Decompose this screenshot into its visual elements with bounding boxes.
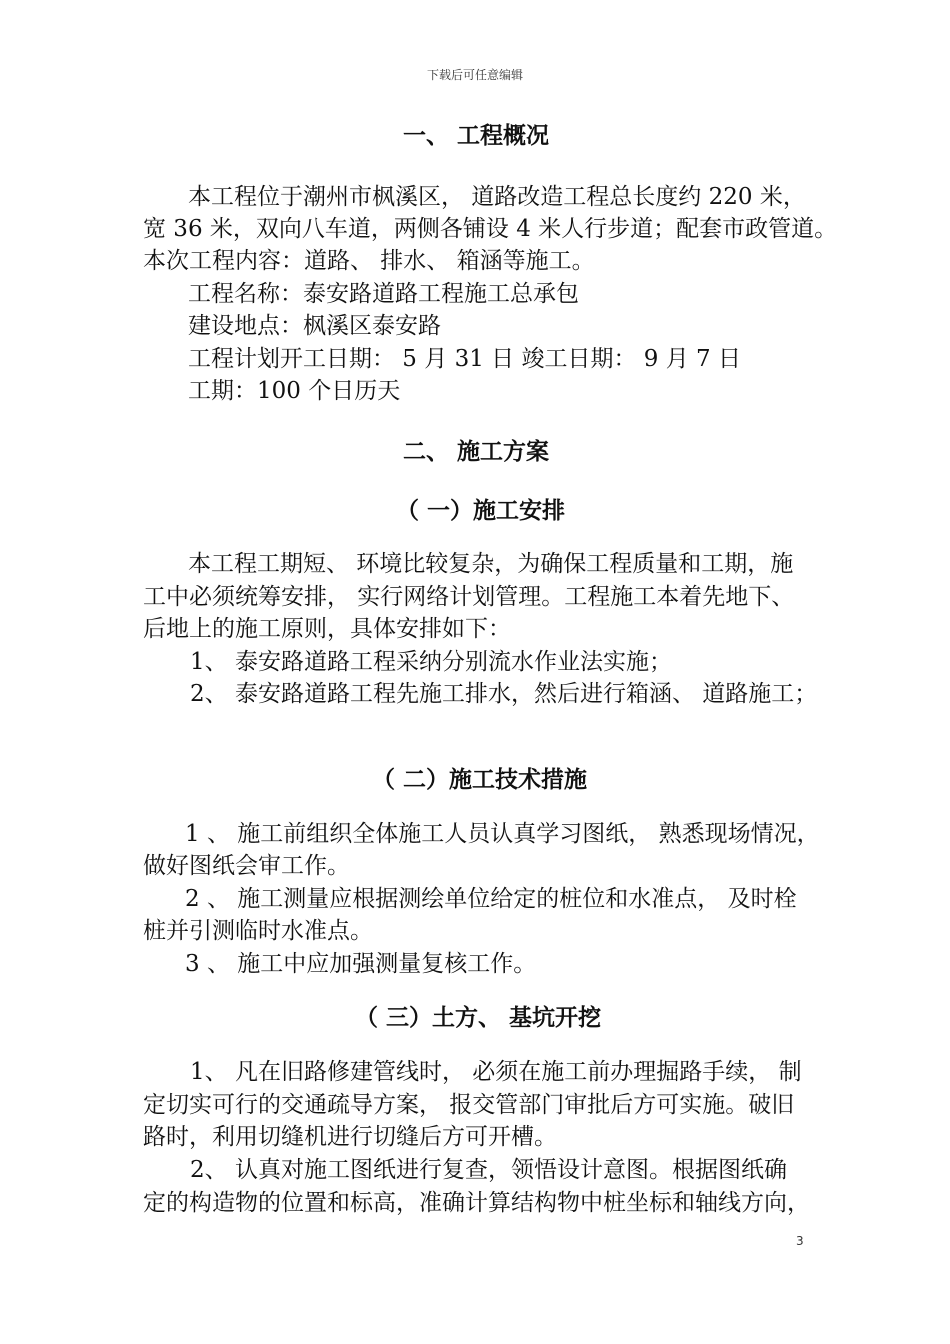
paragraph-line: 定切实可行的交通疏导方案， 报交管部门审批后方可实施。破旧: [143, 1092, 795, 1118]
project-location: 建设地点：枫溪区泰安路: [188, 313, 441, 339]
list-item: 2、 泰安路道路工程先施工排水，然后进行箱涵、 道路施工；: [190, 681, 818, 707]
list-item: 2 、 施工测量应根据测绘单位给定的桩位和水准点， 及时栓: [185, 886, 797, 912]
paragraph-line: 定的构造物的位置和标高，准确计算结构物中桩坐标和轴线方向，: [143, 1190, 810, 1216]
project-duration: 工期：100 个日历天: [188, 378, 401, 404]
paragraph-line: 后地上的施工原则，具体安排如下：: [143, 616, 511, 642]
page-number: 3: [796, 1234, 804, 1248]
list-item: 1、 凡在旧路修建管线时， 必须在施工前办理掘路手续， 制: [190, 1059, 802, 1085]
paragraph-line: 本工程工期短、 环境比较复杂，为确保工程质量和工期，施: [188, 551, 794, 577]
paragraph-line: 桩并引测临时水准点。: [143, 918, 373, 944]
paragraph-line: 本工程位于潮州市枫溪区， 道路改造工程总长度约 220 米，: [188, 184, 806, 210]
section-1-title: 一、 工程概况: [403, 123, 550, 149]
project-dates: 工程计划开工日期： 5 月 31 日 竣工日期： 9 月 7 日: [188, 346, 741, 372]
paragraph-line: 做好图纸会审工作。: [143, 853, 350, 879]
paragraph-line: 路时，利用切缝机进行切缝后方可开槽。: [143, 1124, 557, 1150]
paragraph-line: 宽 36 米，双向八车道，两侧各铺设 4 米人行步道；配套市政管道。: [143, 216, 838, 242]
paragraph-line: 本次工程内容：道路、 排水、 箱涵等施工。: [143, 248, 595, 274]
list-item: 3 、 施工中应加强测量复核工作。: [185, 951, 537, 977]
list-item: 1 、 施工前组织全体施工人员认真学习图纸， 熟悉现场情况，: [185, 821, 820, 847]
subsection-2-title: （ 二）施工技术措施: [372, 767, 588, 793]
list-item: 2、 认真对施工图纸进行复查，领悟设计意图。根据图纸确: [190, 1157, 787, 1183]
subsection-1-title: （ 一）施工安排: [396, 498, 566, 524]
project-name: 工程名称：泰安路道路工程施工总承包: [188, 281, 579, 307]
paragraph-line: 工中必须统筹安排， 实行网络计划管理。工程施工本着先地下、: [143, 584, 795, 610]
list-item: 1、 泰安路道路工程采纳分别流水作业法实施；: [190, 649, 672, 675]
page-header: 下载后可任意编辑: [426, 68, 523, 82]
subsection-3-title: （ 三）土方、 基坑开挖: [355, 1005, 602, 1031]
section-2-title: 二、 施工方案: [403, 439, 550, 465]
